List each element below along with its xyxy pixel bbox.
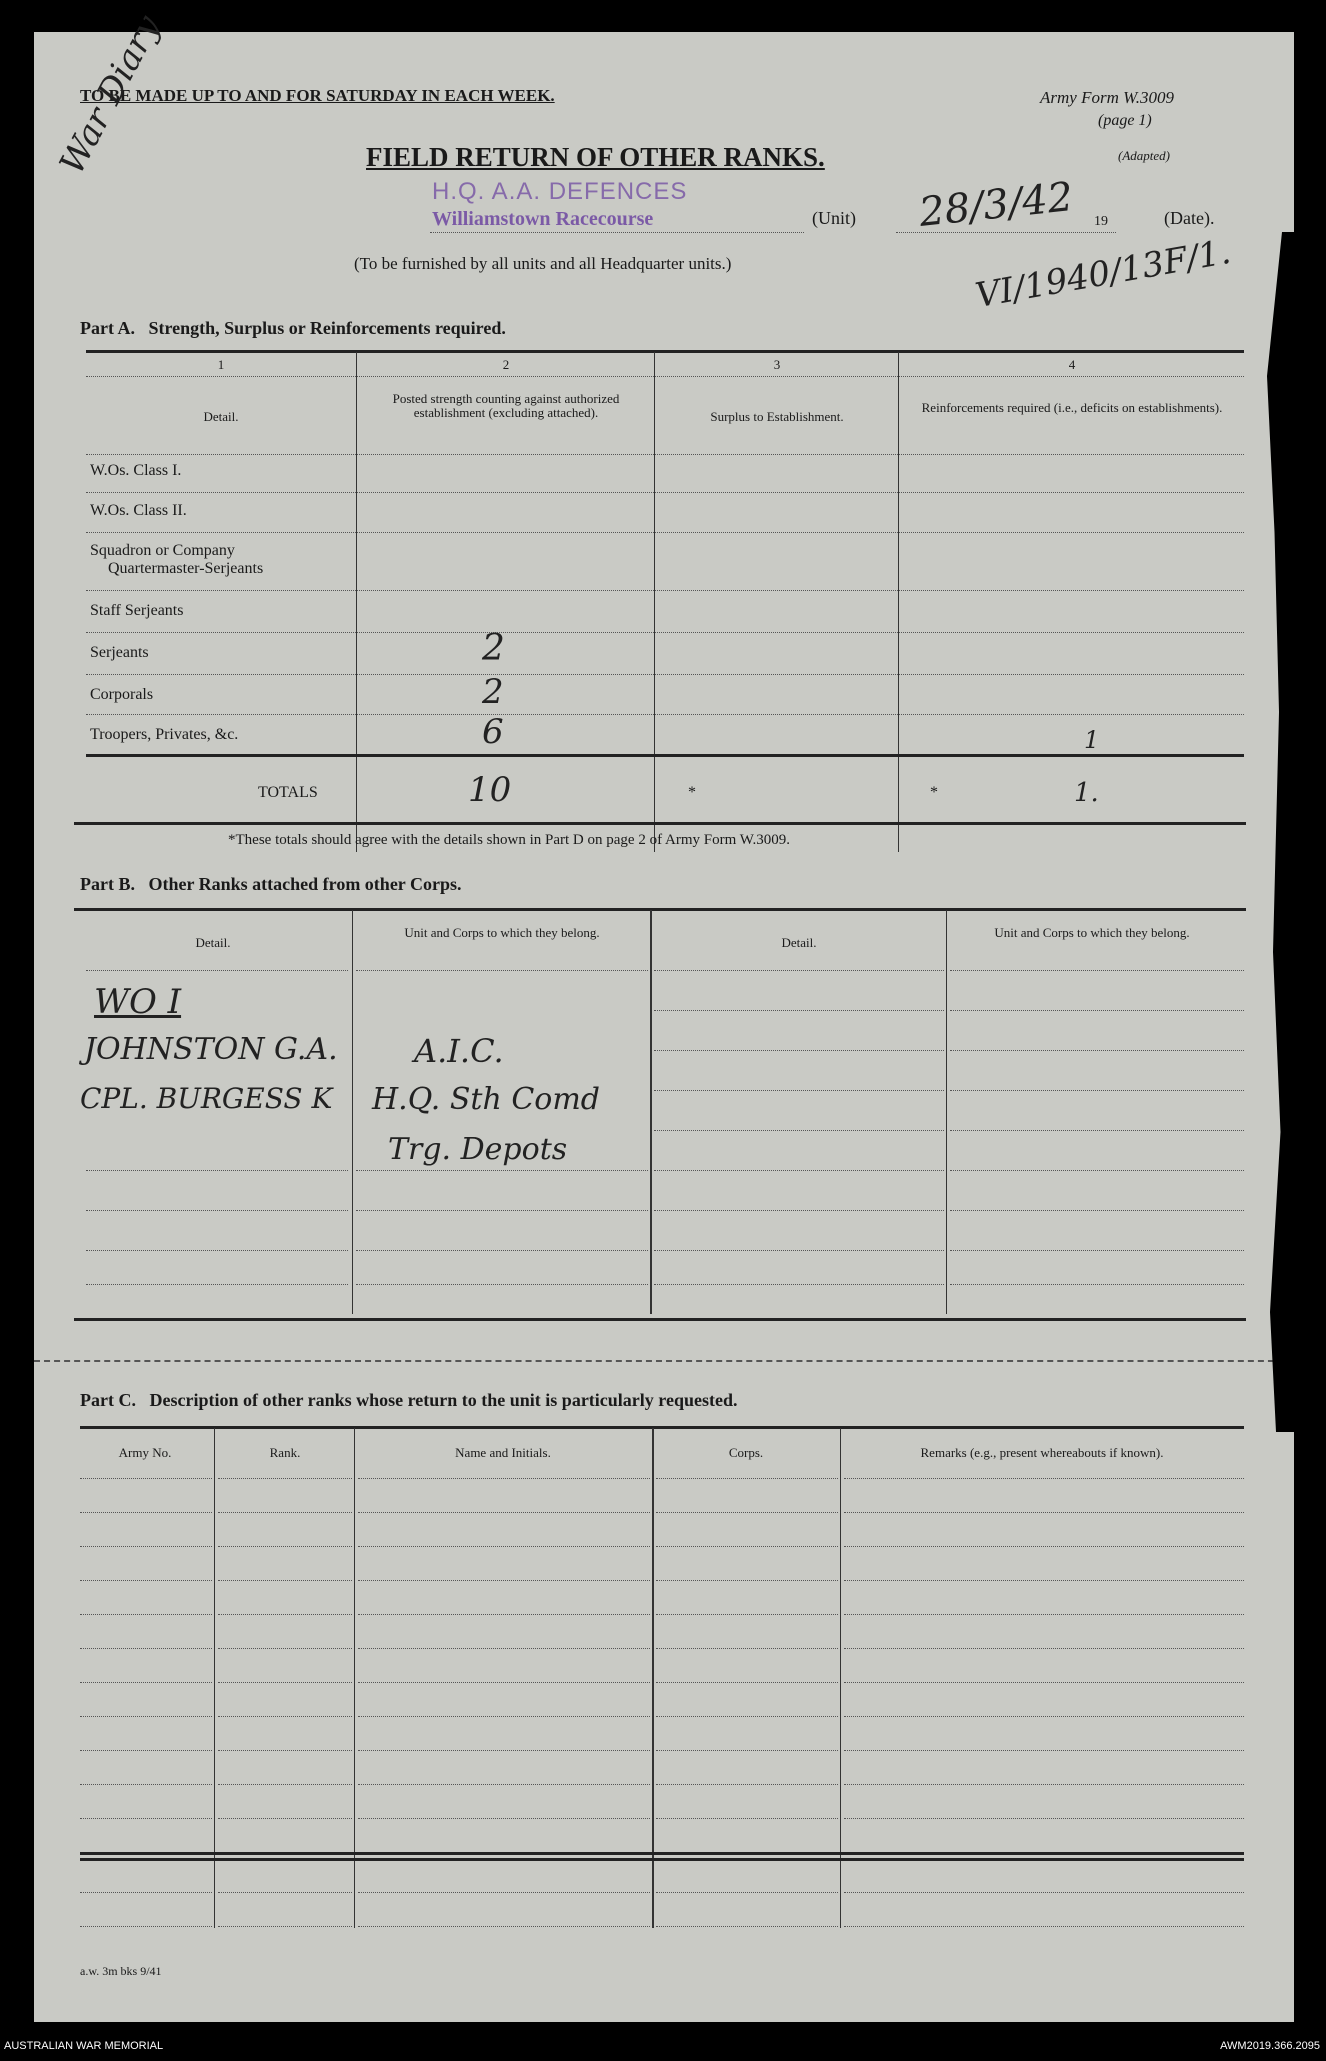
part-b-vrule-3 xyxy=(946,910,947,1314)
part-b-row-rule xyxy=(654,1010,944,1011)
part-b-row-rule xyxy=(86,1250,348,1251)
instruction-text: TO BE MADE UP TO AND FOR SATURDAY IN EACH WEEK. xyxy=(80,86,555,105)
part-b-row-rule xyxy=(654,1210,944,1211)
part-b-row-rule xyxy=(654,1170,944,1171)
part-c-row-rule xyxy=(358,1716,650,1717)
part-c-row-rule xyxy=(218,1716,352,1717)
part-c-header-corps: Corps. xyxy=(728,1445,764,1460)
part-a-bottom-rule xyxy=(74,822,1246,825)
part-c-row-rule xyxy=(218,1750,352,1751)
part-c-row-rule xyxy=(218,1818,352,1819)
part-b-row-rule xyxy=(654,1250,944,1251)
part-b-row-rule xyxy=(86,1210,348,1211)
margin-note: War Diary xyxy=(52,9,169,181)
print-code: a.w. 3m bks 9/41 xyxy=(80,1964,162,1978)
part-c-row-rule xyxy=(218,1478,352,1479)
part-c-row-rule xyxy=(844,1784,1244,1785)
part-a-header-rule xyxy=(86,454,1244,455)
part-c-row-rule xyxy=(80,1478,212,1479)
part-c-row-rule xyxy=(80,1580,212,1581)
row-label-serjeants: Serjeants xyxy=(90,644,149,661)
part-a-vrule-2 xyxy=(654,352,655,852)
row-rule xyxy=(86,714,1244,715)
reinf-troopers: 1 xyxy=(1084,726,1100,754)
part-c-row-rule xyxy=(656,1892,838,1893)
part-b-row-rule xyxy=(950,1284,1244,1285)
part-c-top-rule xyxy=(80,1426,1244,1429)
part-c-row-rule xyxy=(80,1512,212,1513)
part-a-vrule-3 xyxy=(898,352,899,852)
part-c-row-rule xyxy=(80,1892,212,1893)
part-b-header-detail-2: Detail. xyxy=(781,935,817,950)
unit-stamp-line2: Williamstown Racecourse xyxy=(432,208,654,230)
totals-reinf: 1. xyxy=(1074,778,1099,808)
part-a-header-detail: Detail. xyxy=(203,409,239,424)
part-c-row-rule xyxy=(80,1614,212,1615)
part-c-row-rule xyxy=(656,1546,838,1547)
part-b-heading: Part B. Other Ranks attached from other Corps. xyxy=(80,874,462,894)
part-c-row-rule xyxy=(80,1648,212,1649)
part-c-row-rule xyxy=(358,1478,650,1479)
part-b-entry-detail: WO I xyxy=(94,982,182,1022)
date-handwritten: 28/3/42 xyxy=(917,174,1076,236)
row-rule xyxy=(86,532,1244,533)
part-c-bottom-rule xyxy=(80,1852,1244,1855)
part-c-row-rule xyxy=(80,1716,212,1717)
part-b-row-rule xyxy=(654,1130,944,1131)
part-c-row-rule xyxy=(656,1580,838,1581)
part-b-entry-detail: CPL. BURGESS K xyxy=(80,1082,333,1115)
part-c-row-rule xyxy=(656,1648,838,1649)
furnish-note: (To be furnished by all units and all Headquarter units.) xyxy=(354,254,732,273)
part-b-header-unit-1: Unit and Corps to which they belong. xyxy=(404,925,600,940)
row-label-cqms: Squadron or Company xyxy=(90,542,235,559)
part-b-row-rule xyxy=(86,970,348,971)
part-b-row-rule xyxy=(950,1210,1244,1211)
part-c-row-rule xyxy=(844,1818,1244,1819)
part-c-row-rule xyxy=(656,1750,838,1751)
part-c-header-rank: Rank. xyxy=(269,1445,301,1460)
part-b-row-rule xyxy=(356,1250,648,1251)
part-c-row-rule xyxy=(358,1580,650,1581)
part-b-row-rule xyxy=(950,1090,1244,1091)
unit-line xyxy=(430,232,804,233)
part-c-row-rule xyxy=(218,1546,352,1547)
part-c-row-rule xyxy=(844,1546,1244,1547)
totals-label: TOTALS xyxy=(258,784,318,801)
part-b-row-rule xyxy=(950,1130,1244,1131)
part-c-row-rule xyxy=(80,1818,212,1819)
part-c-row-rule xyxy=(80,1750,212,1751)
part-c-row-rule xyxy=(656,1478,838,1479)
part-a-totals-rule xyxy=(86,754,1244,757)
row-label-troopers: Troopers, Privates, &c. xyxy=(90,726,239,743)
part-c-row-rule xyxy=(656,1682,838,1683)
part-c-header-remarks: Remarks (e.g., present whereabouts if known). xyxy=(920,1445,1164,1460)
row-rule xyxy=(86,590,1244,591)
part-c-row-rule xyxy=(218,1682,352,1683)
part-a-heading: Part A. Strength, Surplus or Reinforcements required. xyxy=(80,318,506,338)
part-c-row-rule xyxy=(656,1784,838,1785)
part-c-header-name: Name and Initials. xyxy=(455,1445,551,1460)
part-c-row-rule xyxy=(218,1892,352,1893)
part-b-header-unit-2: Unit and Corps to which they belong. xyxy=(994,925,1190,940)
part-c-row-rule xyxy=(358,1926,650,1927)
part-b-row-rule xyxy=(654,1090,944,1091)
part-b-bottom-rule xyxy=(74,1318,1246,1321)
part-c-row-rule xyxy=(656,1512,838,1513)
part-a-header-surplus: Surplus to Establishment. xyxy=(710,409,844,424)
part-c-row-rule xyxy=(218,1784,352,1785)
reference-handwritten: VI/1940/13F/1. xyxy=(972,231,1234,317)
part-b-row-rule xyxy=(654,1050,944,1051)
part-b-row-rule xyxy=(950,1010,1244,1011)
date-label: (Date). xyxy=(1164,208,1215,228)
posted-troopers: 6 xyxy=(482,712,504,752)
adapted-label: (Adapted) xyxy=(1118,148,1170,163)
torn-edge xyxy=(1264,232,1294,1432)
part-b-row-rule xyxy=(86,1170,348,1171)
part-c-row-rule xyxy=(358,1512,650,1513)
part-c-row-rule xyxy=(844,1750,1244,1751)
posted-serjeants: 2 xyxy=(482,628,505,669)
part-c-row-rule xyxy=(358,1682,650,1683)
totals-reinf-mark: * xyxy=(930,784,938,801)
part-c-row-rule xyxy=(656,1614,838,1615)
part-c-row-rule xyxy=(844,1892,1244,1893)
form-paper xyxy=(34,9,1294,2022)
form-page: (page 1) xyxy=(1098,112,1152,129)
row-rule xyxy=(86,632,1244,633)
row-label-cqms-2: Quartermaster-Serjeants xyxy=(108,560,264,577)
part-c-row-rule xyxy=(844,1580,1244,1581)
unit-stamp-line1: H.Q. A.A. DEFENCES xyxy=(432,178,688,205)
part-b-row-rule xyxy=(950,1250,1244,1251)
part-a-header-posted: Posted strength counting against authorized establishment (excluding attached). xyxy=(392,391,620,420)
part-c-row-rule xyxy=(358,1818,650,1819)
part-c-row-rule xyxy=(358,1750,650,1751)
part-c-row-rule xyxy=(656,1818,838,1819)
part-c-row-rule xyxy=(844,1716,1244,1717)
part-b-row-rule xyxy=(86,1284,348,1285)
part-c-row-rule xyxy=(218,1648,352,1649)
totals-surplus-mark: * xyxy=(688,784,696,801)
part-c-row-rule xyxy=(218,1580,352,1581)
part-a-top-rule xyxy=(86,350,1244,353)
part-c-row-rule xyxy=(358,1892,650,1893)
part-b-entry-unit: Trg. Depots xyxy=(388,1132,568,1167)
row-label-wo1: W.Os. Class I. xyxy=(90,462,182,479)
part-a-footnote: *These totals should agree with the details shown in Part D on page 2 of Army Form W.3009. xyxy=(228,832,791,848)
part-b-entry-unit: A.I.C. xyxy=(414,1032,504,1070)
part-a-col4-number: 4 xyxy=(1068,357,1076,372)
part-a-number-rule xyxy=(86,376,1244,377)
part-b-vrule-1 xyxy=(352,910,353,1314)
part-a-col2-number: 2 xyxy=(502,357,510,372)
unit-label: (Unit) xyxy=(812,208,856,228)
part-c-header-army-no: Army No. xyxy=(118,1445,172,1460)
part-c-row-rule xyxy=(844,1478,1244,1479)
row-label-corporals: Corporals xyxy=(90,686,154,703)
part-b-row-rule xyxy=(356,1170,648,1171)
date-year: 19 xyxy=(1094,214,1108,229)
part-c-row-rule xyxy=(80,1784,212,1785)
part-c-row-rule xyxy=(218,1926,352,1927)
part-c-row-rule xyxy=(80,1546,212,1547)
part-b-row-rule xyxy=(356,1284,648,1285)
part-b-row-rule xyxy=(654,1284,944,1285)
part-b-entry-detail: JOHNSTON G.A. xyxy=(84,1032,338,1067)
part-c-heading: Part C. Description of other ranks whose return to the unit is particularly requested. xyxy=(80,1390,738,1410)
date-line xyxy=(896,232,1116,233)
footer-left: AUSTRALIAN WAR MEMORIAL xyxy=(4,2040,164,2052)
part-c-row-rule xyxy=(358,1784,650,1785)
part-c-bottom-rule-2 xyxy=(80,1858,1244,1861)
part-b-row-rule xyxy=(950,1050,1244,1051)
part-b-row-rule xyxy=(950,970,1244,971)
part-a-col3-number: 3 xyxy=(773,357,781,372)
part-c-row-rule xyxy=(844,1614,1244,1615)
part-c-row-rule xyxy=(80,1682,212,1683)
part-a-col1-number: 1 xyxy=(217,357,225,372)
part-c-row-rule xyxy=(656,1716,838,1717)
part-b-row-rule xyxy=(950,1170,1244,1171)
part-c-row-rule xyxy=(358,1648,650,1649)
part-b-vrule-2 xyxy=(650,910,652,1314)
row-rule xyxy=(86,674,1244,675)
part-c-row-rule xyxy=(358,1546,650,1547)
form-title: FIELD RETURN OF OTHER RANKS. xyxy=(366,142,825,172)
part-c-row-rule xyxy=(218,1512,352,1513)
part-b-header-detail-1: Detail. xyxy=(195,935,231,950)
part-c-row-rule xyxy=(844,1682,1244,1683)
posted-corporals: 2 xyxy=(482,672,504,712)
part-a-header-reinf: Reinforcements required (i.e., deficits on establishments). xyxy=(921,400,1223,415)
part-a-vrule-1 xyxy=(356,352,357,852)
part-c-row-rule xyxy=(844,1512,1244,1513)
part-c-row-rule xyxy=(218,1614,352,1615)
part-c-row-rule xyxy=(656,1926,838,1927)
part-b-entry-unit: H.Q. Sth Comd xyxy=(372,1082,601,1117)
perforation-line xyxy=(34,1360,1294,1362)
row-label-wo2: W.Os. Class II. xyxy=(90,502,187,519)
part-b-row-rule xyxy=(654,970,944,971)
part-b-row-rule xyxy=(356,970,648,971)
part-b-top-rule xyxy=(74,908,1246,911)
row-rule xyxy=(86,492,1244,493)
totals-posted: 10 xyxy=(468,770,512,810)
part-c-row-rule xyxy=(844,1648,1244,1649)
part-c-row-rule xyxy=(80,1926,212,1927)
form-number: Army Form W.3009 xyxy=(1040,88,1174,107)
part-b-row-rule xyxy=(356,1210,648,1211)
part-c-row-rule xyxy=(844,1926,1244,1927)
footer-right: AWM2019.366.2095 xyxy=(1220,2040,1320,2052)
row-label-staff-serjeants: Staff Serjeants xyxy=(90,602,184,619)
part-c-row-rule xyxy=(358,1614,650,1615)
